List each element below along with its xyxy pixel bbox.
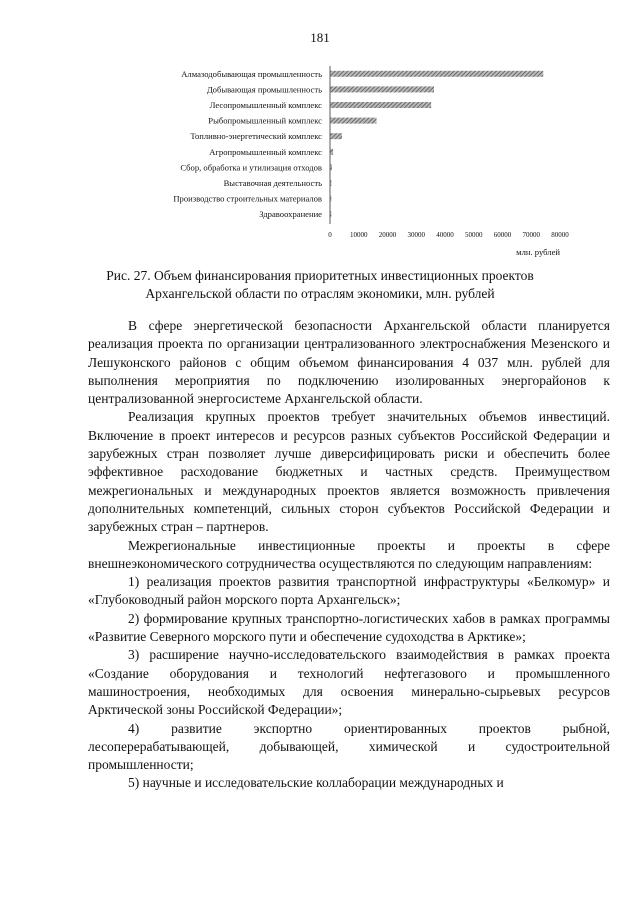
x-tick-label: 40000 (436, 231, 454, 239)
bar-chart (0, 62, 640, 262)
bar (331, 149, 334, 155)
bar (331, 180, 332, 186)
category-label: Выставочная деятельность (223, 178, 322, 188)
figure-caption (60, 267, 580, 303)
category-label: Сбор, обработка и утилизация отходов (180, 162, 322, 173)
category-label: Производство строительных материалов (173, 193, 322, 204)
x-tick-label: 50000 (465, 231, 483, 239)
category-label: Агропромышленный комплекс (209, 146, 322, 157)
paragraph: Межрегиональные инвестиционные проекты и проекты в сфере внешнеэкономического сотрудничества осуществляются по следующим направлениям: (88, 537, 610, 571)
category-label: Алмазодобывающая промышленность (181, 68, 322, 79)
list-item: 2) формирование крупных транспортно-логистических хабов в рамках программы «Развитие Северного морского пути и обеспечение судоходства в Арктике»; (88, 610, 610, 645)
bar (331, 133, 343, 139)
x-tick-label: 60000 (493, 231, 512, 239)
category-label: Здравоохранение (259, 209, 322, 220)
bar (331, 211, 332, 217)
caption-line-2: Архангельской области по отраслям экономики, млн. рублей (145, 286, 495, 301)
list-item: 4) развитие экспортно ориентированных проектов рыбной, лесоперерабатывающей, добывающей, химической и судостроительной промышленности; (88, 720, 610, 773)
category-label: Топливно-энергетический комплекс (190, 131, 322, 142)
x-tick-label: 30000 (407, 231, 425, 239)
category-label: Рыбопромышленный комплекс (208, 115, 322, 126)
x-tick-label: 80000 (551, 231, 569, 239)
caption-line-1: Рис. 27. Объем финансирования приоритетных инвестиционных проектов (106, 268, 534, 283)
list-item: 3) расширение научно-исследовательского взаимодействия в рамках проекта «Создание оборудования и технологий нефтегазового и промышленного машиностроения, необходимых для освоения минерально-сырьевых ресурсов Арктической зоны Российской Федерации»; (88, 647, 610, 718)
category-label: Добывающая промышленность (206, 84, 322, 95)
x-tick-label: 70000 (522, 231, 540, 239)
bar (331, 196, 332, 202)
x-tick-label: 10000 (350, 231, 368, 239)
bar (331, 86, 435, 92)
category-label: Лесопромышленный комплекс (209, 100, 322, 110)
bar (331, 118, 377, 124)
list-item: 5) научные и исследовательские коллаборации международных и (128, 775, 504, 791)
paragraph: Реализация крупных проектов требует значительных объемов инвестиций. Включение в проект интересов и ресурсов разных субъектов Российской Федерации и зарубежных стран позволяет лучше диверсифицировать риски и обеспечить более эффективное расходование бюджетных и частных средств. Преимуществом межрегиональных и международных проектов является возможность привлечения дополнительных компетенций, сильных сторон субъектов Российской Федерации и зарубежных стран – партнеров. (88, 409, 610, 535)
x-tick-label: 20000 (378, 231, 397, 239)
paragraph: В сфере энергетической безопасности Архангельской области планируется реализация проекта по организации централизованного электроснабжения Мезенского и Лешуконского районов с общим объемом финансирования 4 037 млн. рублей для выполнения мероприятия по подключению изолированных энергорайонов к централизованной энергосистеме Архангельской области. (88, 318, 610, 407)
bar (331, 102, 432, 108)
list-item: 1) реализация проектов развития транспортной инфраструктуры «Белкомур» и «Глубоководный район морского порта Архангельск»; (88, 574, 610, 608)
body-text (88, 317, 610, 793)
page-number: 181 (310, 30, 330, 45)
bar (331, 164, 332, 170)
bar (331, 71, 544, 77)
x-axis-label: млн. рублей (516, 247, 560, 257)
x-tick-label: 0 (328, 231, 332, 239)
